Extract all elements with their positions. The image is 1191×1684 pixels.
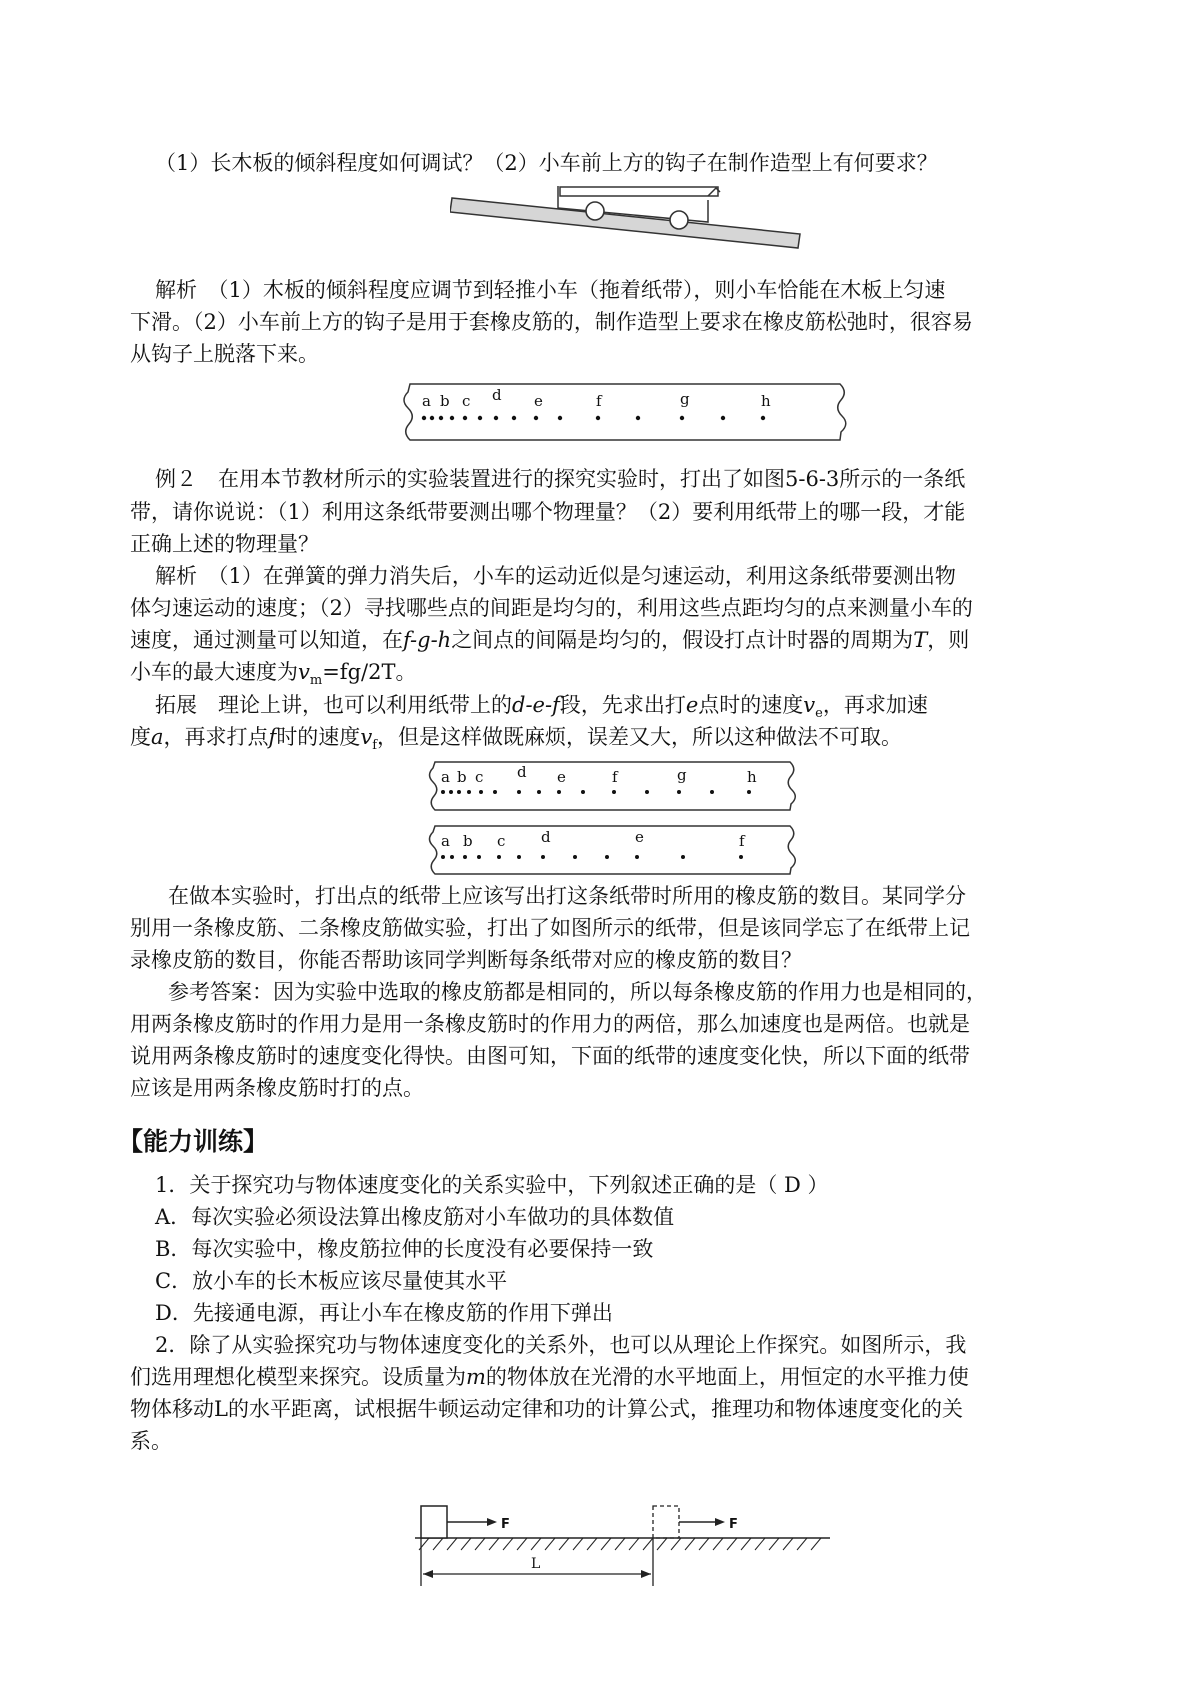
tape-3-label-d: d — [541, 828, 551, 846]
answer-1-line-1: 解析 （1）木板的倾斜程度应调节到轻推小车（拖着纸带），则小车恰能在木板上匀速 — [155, 278, 946, 302]
tape-2-label-e: e — [557, 768, 566, 786]
force-distance-figure — [415, 1488, 835, 1598]
tape-2-label-c: c — [475, 768, 484, 786]
distance-label: L — [531, 1556, 541, 1572]
tape-3-label-e: e — [635, 828, 644, 846]
q1-stem: 1．关于探究功与物体速度变化的关系实验中，下列叙述正确的是（ D ） — [155, 1173, 829, 1197]
rubber-line-1: 在做本实验时，打出点的纸带上应该写出打这条纸带时所用的橡皮筋的数目。某同学分 — [168, 884, 966, 908]
question-top: （1）长木板的倾斜程度如何调试？（2）小车前上方的钩子在制作造型上有何要求？ — [155, 151, 938, 175]
tape-2-label-h: h — [747, 768, 757, 786]
tape-1-label-f: f — [596, 392, 602, 410]
example-2-line-3: 正确上述的物理量？ — [130, 532, 319, 556]
example-2-line-2: 带，请你说说：（1）利用这条纸带要测出哪个物理量？（2）要利用纸带上的哪一段，才能 — [130, 500, 966, 524]
reference-answer-line-4: 应该是用两条橡皮筋时打的点。 — [130, 1076, 424, 1100]
section-title: 【能力训练】 — [118, 1127, 269, 1156]
ticker-tape-figure-1 — [400, 382, 870, 442]
force-label-2: F — [729, 1517, 738, 1532]
q2-line-2: 们选用理想化模型来探究。设质量为m的物体放在光滑的水平地面上，用恒定的水平推力使 — [130, 1365, 969, 1389]
tape-2-label-b: b — [457, 768, 467, 786]
answer-1-line-3: 从钩子上脱落下来。 — [130, 342, 319, 366]
answer-2-line-3: 速度，通过测量可以知道，在f-g-h之间点的间隔是均匀的，假设打点计时器的周期为T，则 — [130, 628, 970, 652]
tape-1-label-b: b — [440, 392, 450, 410]
tape-1-label-e: e — [534, 392, 543, 410]
rubber-line-3: 录橡皮筋的数目，你能否帮助该同学判断每条纸带对应的橡皮筋的数目？ — [130, 948, 802, 972]
tape-1-label-h: h — [761, 392, 771, 410]
tape-1-label-d: d — [492, 386, 502, 404]
tape-1-label-g: g — [680, 390, 690, 408]
tape-1-label-c: c — [462, 392, 471, 410]
answer-1-line-2: 下滑。（2）小车前上方的钩子是用于套橡皮筋的，制作造型上要求在橡皮筋松弛时，很容易 — [130, 310, 973, 334]
answer-2-line-1: 解析 （1）在弹簧的弹力消失后，小车的运动近似是匀速运动，利用这条纸带要测出物 — [155, 564, 956, 588]
q2-line-3: 物体移动L的水平距离，试根据牛顿运动定律和功的计算公式，推理功和物体速度变化的关 — [130, 1397, 963, 1421]
force-label-1: F — [501, 1517, 510, 1532]
example-2-line-1: 例２ 在用本节教材所示的实验装置进行的探究实验时，打出了如图5-6-3所示的一条纸 — [155, 467, 966, 491]
q2-line-4: 系。 — [130, 1429, 172, 1453]
q1-option-d: D．先接通电源，再让小车在橡皮筋的作用下弹出 — [155, 1301, 613, 1325]
tape-1-label-a: a — [422, 392, 431, 410]
q1-option-a: A．每次实验必须设法算出橡皮筋对小车做功的具体数值 — [155, 1205, 675, 1229]
extension-line-1: 拓展 理论上讲，也可以利用纸带上的d-e-f段，先求出打e点时的速度$v_e$，再求加速 — [155, 693, 928, 722]
tape-2-label-a: a — [441, 768, 450, 786]
tape-3-label-b: b — [463, 832, 473, 850]
reference-answer-line-1: 参考答案：因为实验中选取的橡皮筋都是相同的，所以每条橡皮筋的作用力也是相同的， — [168, 980, 987, 1004]
reference-answer-line-2: 用两条橡皮筋时的作用力是用一条橡皮筋时的作用力的两倍，那么加速度也是两倍。也就是 — [130, 1012, 970, 1036]
answer-2-line-2: 体匀速运动的速度；（2）寻找哪些点的间距是均匀的，利用这些点距均匀的点来测量小车的 — [130, 596, 973, 620]
incline-cart-figure — [450, 182, 805, 272]
tape-3-label-f: f — [739, 832, 745, 850]
tape-2-label-g: g — [677, 766, 687, 784]
tape-2-label-f: f — [612, 768, 618, 786]
tape-3-label-a: a — [441, 832, 450, 850]
reference-answer-line-3: 说用两条橡皮筋时的速度变化得快。由图可知，下面的纸带的速度变化快，所以下面的纸带 — [130, 1044, 970, 1068]
ticker-tape-figure-2 — [425, 760, 820, 880]
q2-line-1: 2．除了从实验探究功与物体速度变化的关系外，也可以从理论上作探究。如图所示，我 — [155, 1333, 967, 1357]
tape-2-label-d: d — [517, 763, 527, 781]
q1-option-c: C．放小车的长木板应该尽量使其水平 — [155, 1269, 508, 1293]
rubber-line-2: 别用一条橡皮筋、二条橡皮筋做实验，打出了如图所示的纸带，但是该同学忘了在纸带上记 — [130, 916, 970, 940]
answer-2-line-4: 小车的最大速度为$v_m=fg/2T$。 — [130, 660, 417, 689]
q1-option-b: B．每次实验中，橡皮筋拉伸的长度没有必要保持一致 — [155, 1237, 654, 1261]
extension-line-2: 度a，再求打点f时的速度$v_f$，但是这样做既麻烦，误差又大，所以这种做法不可取。 — [130, 725, 902, 754]
tape-3-label-c: c — [497, 832, 506, 850]
